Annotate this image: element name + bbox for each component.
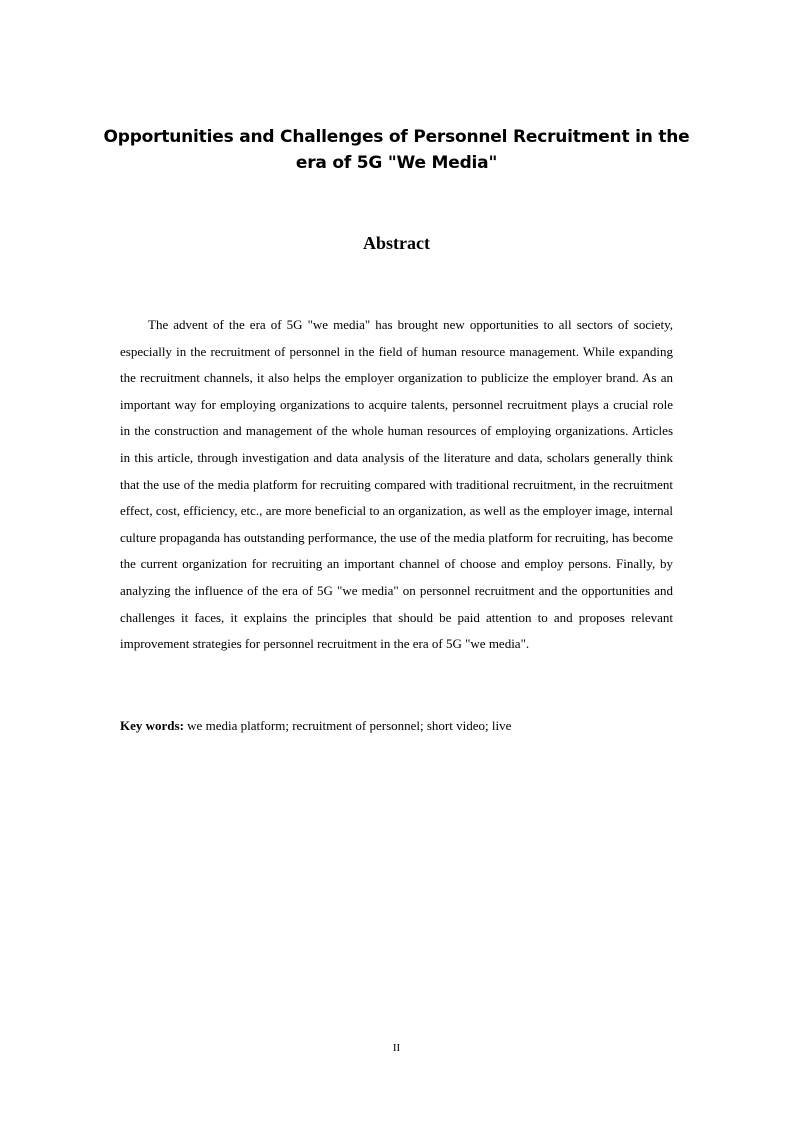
- page-number: II: [392, 1042, 401, 1054]
- keywords-line: [120, 714, 673, 738]
- keywords-text: we media platform; recruitment of personnel; short video; live: [183, 718, 512, 733]
- abstract-heading: Abstract: [363, 233, 430, 253]
- abstract-paragraph: The advent of the era of 5G "we media" has brought new opportunities to all sectors of society, especially in the recruitment of personnel in the field of human resource management. While expanding the recruitment channels, it also helps the employer organization to publicize the employer brand. As an important way for employing organizations to acquire talents, personnel recruitment plays a crucial role in the construction and management of the whole human resources of employing organizations. Articles in this article, through investigation and data analysis of the literature and data, scholars generally think that the use of the media platform for recruiting compared with traditional recruitment, in the recruitment effect, cost, efficiency, etc., are more beneficial to an organization, as well as the employer image, internal culture propaganda has outstanding performance, the use of the media platform for recruiting, has become the current organization for recruiting an important channel of choose and employ persons. Finally, by analyzing the influence of the era of 5G "we media" on personnel recruitment and the opportunities and challenges it faces, it explains the principles that should be paid attention to and proposes relevant improvement strategies for personnel recruitment in the era of 5G "we media".: [120, 317, 673, 652]
- paper-title: Opportunities and Challenges of Personnel Recruitment in the era of 5G "We Media": [103, 127, 690, 173]
- keywords-label: Key words:: [120, 718, 184, 733]
